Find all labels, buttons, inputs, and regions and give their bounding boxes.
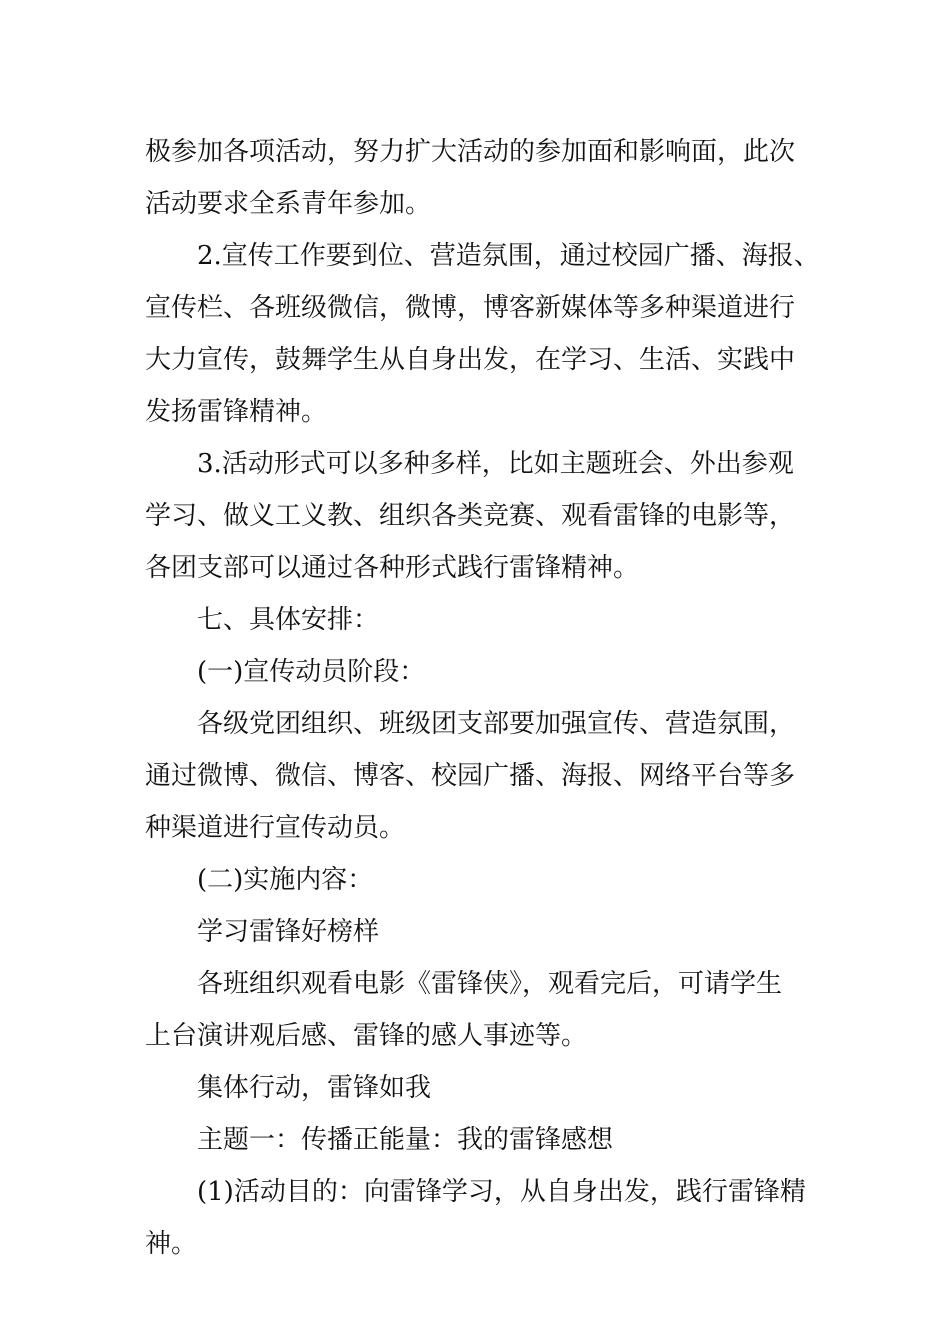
text-line: 种渠道进行宣传动员。 — [145, 813, 406, 843]
text-line: 2.宣传工作要到位、营造氛围，通过校园广播、海报、 — [197, 241, 820, 271]
text-line: (1)活动目的：向雷锋学习，从自身出发，践行雷锋精 — [197, 1177, 806, 1207]
text-line: 上台演讲观后感、雷锋的感人事迹等。 — [145, 1021, 588, 1051]
subsection-heading: (二)实施内容： — [197, 865, 374, 895]
item-heading: 学习雷锋好榜样 — [197, 917, 380, 947]
text-line: 各级党团组织、班级团支部要加强宣传、营造氛围， — [197, 709, 796, 739]
text-line: 各班组织观看电影《雷锋侠》，观看完后，可请学生 — [197, 969, 783, 999]
text-line: 各团支部可以通过各种形式践行雷锋精神。 — [145, 553, 640, 583]
subsection-heading: (一)宣传动员阶段： — [197, 657, 426, 687]
text-line: 大力宣传，鼓舞学生从自身出发，在学习、生活、实践中 — [145, 345, 796, 375]
document-body — [145, 126, 820, 1270]
text-line: 活动要求全系青年参加。 — [145, 189, 432, 219]
section-heading: 七、具体安排： — [197, 605, 380, 635]
topic-heading: 主题一：传播正能量：我的雷锋感想 — [197, 1125, 614, 1155]
text-line: 学习、做义工义教、组织各类竞赛、观看雷锋的电影等， — [145, 501, 796, 531]
item-heading: 集体行动，雷锋如我 — [197, 1073, 432, 1103]
text-line: 通过微博、微信、博客、校园广播、海报、网络平台等多 — [145, 761, 796, 791]
text-line: 3.活动形式可以多种多样，比如主题班会、外出参观 — [197, 449, 794, 479]
text-line: 宣传栏、各班级微信，微博，博客新媒体等多种渠道进行 — [145, 293, 796, 323]
text-line: 神。 — [145, 1229, 198, 1259]
text-line: 极参加各项活动，努力扩大活动的参加面和影响面，此次 — [145, 137, 796, 167]
text-line: 发扬雷锋精神。 — [145, 397, 328, 427]
